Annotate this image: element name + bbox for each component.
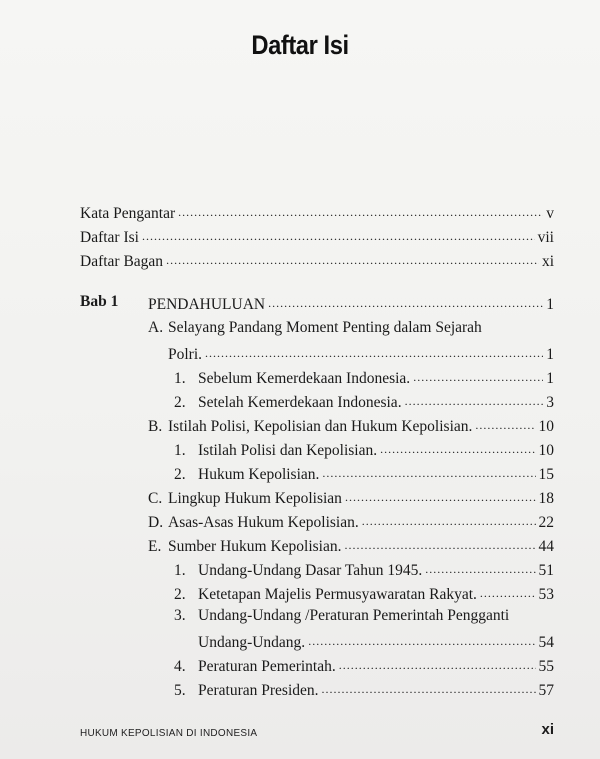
toc-entry-page: 57 (538, 681, 554, 699)
dot-leader (322, 463, 535, 479)
toc-entry-page: 1 (546, 369, 554, 387)
toc-entry-page: 10 (538, 441, 554, 459)
dot-leader (345, 487, 536, 503)
dot-leader (425, 559, 535, 575)
dot-leader (480, 583, 536, 599)
toc-entry-page: v (546, 204, 554, 222)
item-title: Sebelum Kemerdekaan Indonesia. (198, 369, 411, 387)
toc-entry-page: 51 (538, 561, 554, 579)
section-title: Sumber Hukum Kepolisian. (168, 537, 342, 555)
toc-entry-page: 55 (538, 657, 554, 675)
item-title: Peraturan Presiden. (198, 681, 319, 699)
toc-item-e1[interactable] (174, 559, 554, 580)
footer-page-number: xi (541, 721, 554, 738)
toc-item-a1[interactable] (174, 367, 554, 388)
toc-entry-chapter-1[interactable] (148, 293, 554, 314)
toc-entry-daftar-bagan[interactable] (80, 250, 554, 271)
section-letter: C. (148, 489, 163, 507)
toc-item-b1[interactable] (174, 439, 554, 460)
toc-section-c[interactable] (148, 487, 554, 508)
item-number: 1. (174, 561, 186, 579)
section-title: Lingkup Hukum Kepolisian (168, 489, 342, 507)
toc-entry-page: 22 (538, 513, 554, 531)
dot-leader (166, 250, 539, 266)
item-title: Ketetapan Majelis Permusyawaratan Rakyat. (198, 585, 477, 603)
item-number: 1. (174, 369, 186, 387)
toc-entry-page: xi (541, 252, 554, 270)
item-number: 1. (174, 441, 186, 459)
dot-leader (322, 679, 536, 695)
section-letter: E. (148, 537, 162, 555)
toc-item-e2[interactable] (174, 583, 554, 604)
dot-leader (308, 631, 535, 647)
dot-leader (205, 343, 543, 359)
toc-item-e3-heading[interactable] (174, 607, 509, 625)
section-title: Asas-Asas Hukum Kepolisian. (168, 513, 359, 531)
toc-entry-page: 15 (538, 465, 554, 483)
dot-leader (362, 511, 536, 527)
dot-leader (268, 293, 543, 309)
section-title: Istilah Polisi, Kepolisian dan Hukum Kepolisian. (168, 417, 473, 435)
section-letter: A. (148, 319, 164, 336)
section-letter: B. (148, 417, 163, 435)
chapter-title: PENDAHULUAN (148, 295, 266, 313)
section-title-line2: Polri. (168, 345, 203, 363)
toc-entry-page: 1 (546, 295, 554, 313)
item-title: Setelah Kemerdekaan Indonesia. (198, 393, 402, 411)
item-title: Hukum Kepolisian. (198, 465, 320, 483)
item-number: 2. (174, 465, 186, 483)
toc-entry-page: 44 (538, 537, 554, 555)
toc-entry-page: 3 (546, 393, 554, 411)
toc-entry-label: Daftar Bagan (80, 252, 164, 270)
item-title-line1: Undang-Undang /Peraturan Pemerintah Pengganti (198, 607, 510, 624)
toc-item-a2[interactable] (174, 391, 554, 412)
toc-item-e5[interactable] (174, 679, 554, 700)
toc-entry-page: 53 (538, 585, 554, 603)
toc-section-d[interactable] (148, 511, 554, 532)
item-number: 4. (174, 657, 186, 675)
toc-entry-kata-pengantar[interactable] (80, 202, 554, 223)
dot-leader (475, 415, 535, 431)
toc-entry-daftar-isi[interactable] (80, 226, 554, 247)
toc-entry-label: Kata Pengantar (80, 204, 176, 222)
chapter-number: Bab 1 (80, 293, 119, 310)
toc-item-b2[interactable] (174, 463, 554, 484)
item-title: Istilah Polisi dan Kepolisian. (198, 441, 378, 459)
item-number: 3. (174, 607, 186, 624)
item-title: Undang-Undang Dasar Tahun 1945. (198, 561, 423, 579)
toc-item-e3[interactable] (198, 631, 554, 652)
dot-leader (178, 202, 543, 218)
dot-leader (405, 391, 544, 407)
section-letter: D. (148, 513, 164, 531)
dot-leader (339, 655, 536, 671)
item-number: 5. (174, 681, 186, 699)
toc-section-e[interactable] (148, 535, 554, 556)
toc-entry-page: 1 (546, 345, 554, 363)
item-number: 2. (174, 393, 186, 411)
dot-leader (345, 535, 536, 551)
dot-leader (142, 226, 535, 242)
toc-section-a[interactable] (168, 343, 554, 364)
item-title-line2: Undang-Undang. (198, 633, 306, 651)
item-number: 2. (174, 585, 186, 603)
toc-entry-page: 54 (538, 633, 554, 651)
toc-entry-page: 10 (538, 417, 554, 435)
toc-item-e4[interactable] (174, 655, 554, 676)
section-title-line1: Selayang Pandang Moment Penting dalam Sejarah (168, 319, 482, 336)
toc-entry-page: 18 (538, 489, 554, 507)
item-title: Peraturan Pemerintah. (198, 657, 336, 675)
dot-leader (380, 439, 535, 455)
toc-entry-page: vii (537, 228, 554, 246)
toc-entry-label: Daftar Isi (80, 228, 139, 246)
running-footer-title: HUKUM KEPOLISIAN DI INDONESIA (80, 727, 258, 739)
toc-section-a-heading[interactable] (148, 319, 482, 337)
dot-leader (413, 367, 543, 383)
toc-section-b[interactable] (148, 415, 554, 436)
page-title: Daftar Isi (251, 30, 349, 60)
